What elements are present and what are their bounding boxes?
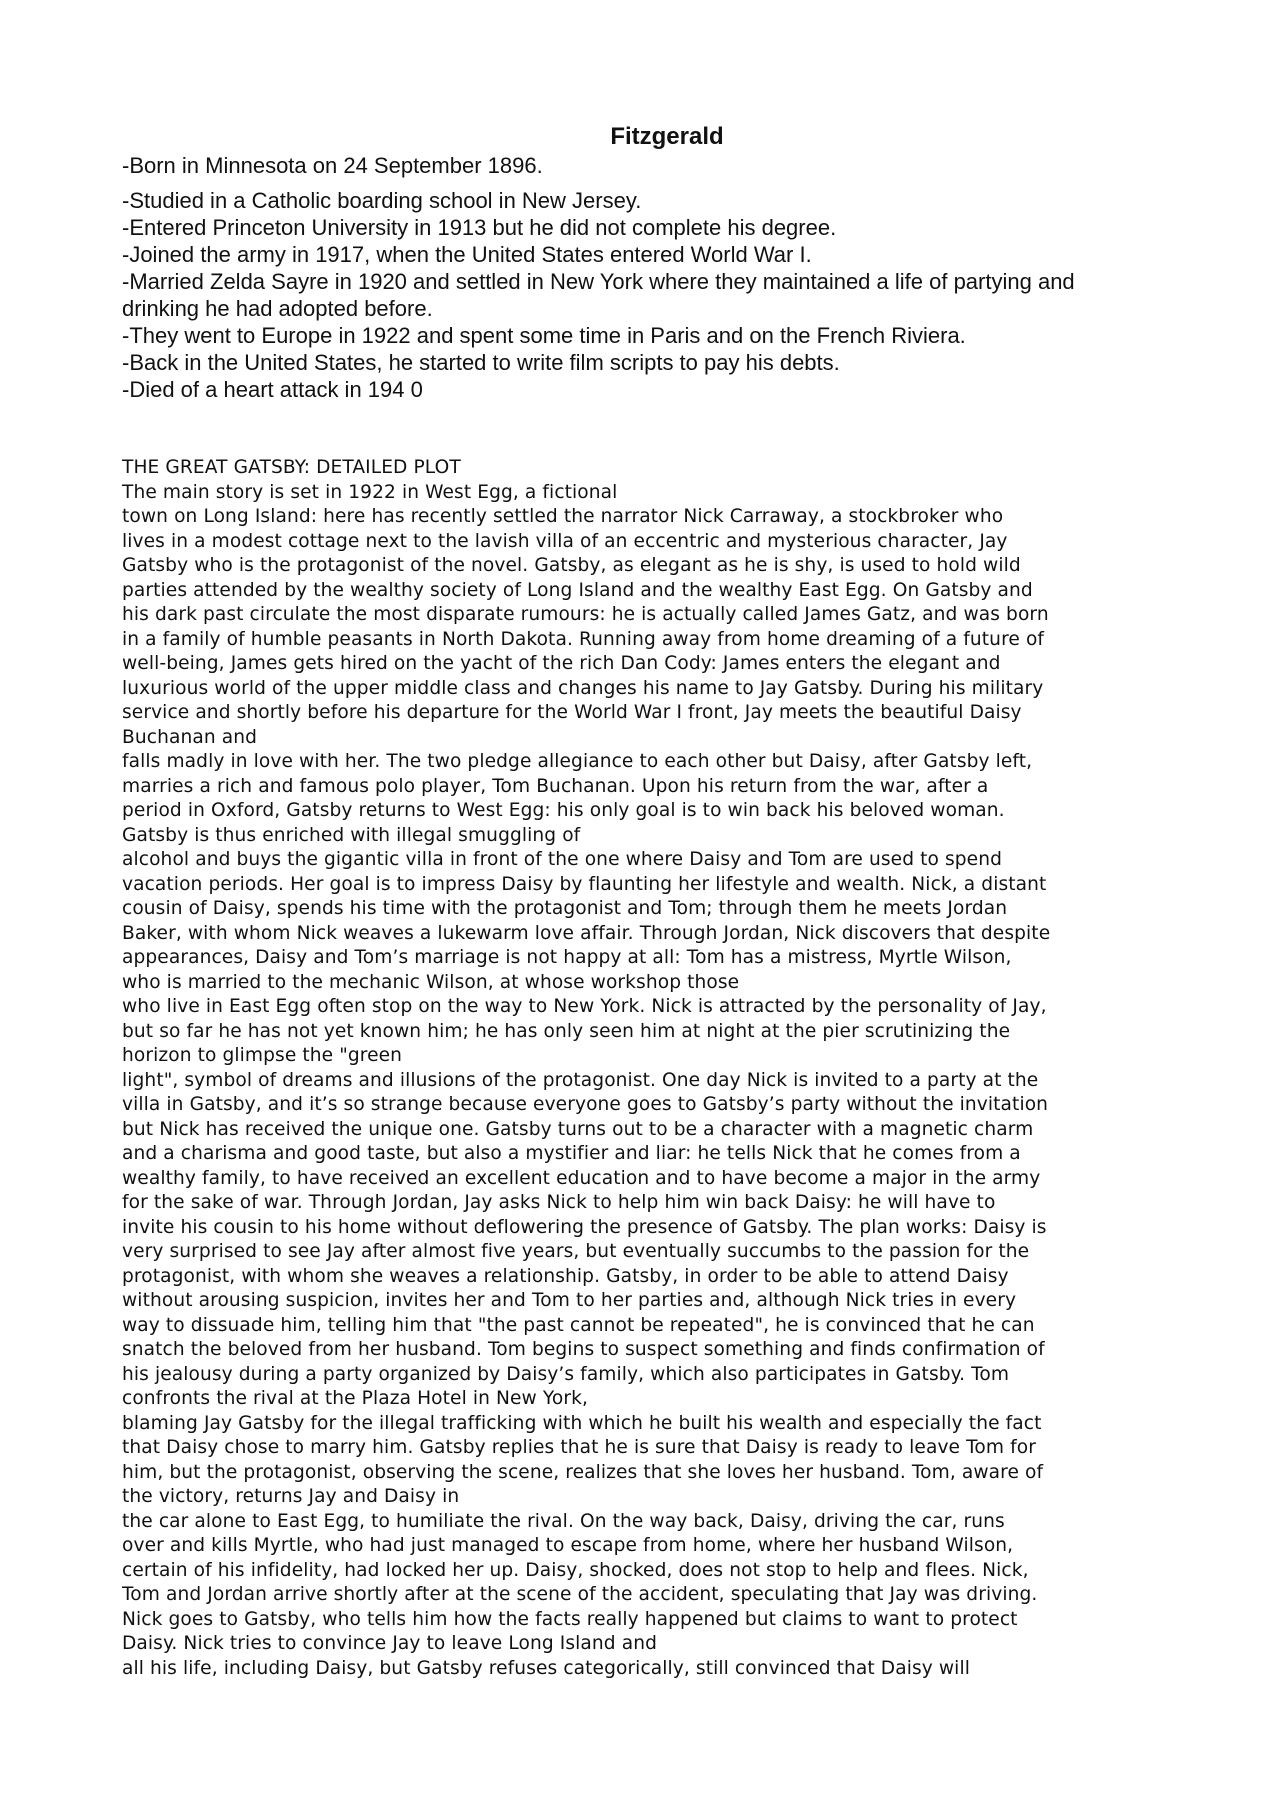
plot-line: parties attended by the wealthy society of Long Island and the wealthy East Egg. On Gatsby and	[122, 579, 1033, 601]
plot-line: but Nick has received the unique one. Gatsby turns out to be a character with a magnetic charm	[122, 1118, 1034, 1140]
plot-line: in a family of humble peasants in North Dakota. Running away from home dreaming of a future of	[122, 628, 1045, 650]
plot-line: light", symbol of dreams and illusions of the protagonist. One day Nick is invited to a party at the	[122, 1069, 1039, 1091]
plot-line: The main story is set in 1922 in West Egg, a fictional	[122, 481, 618, 503]
plot-line: without arousing suspicion, invites her and Tom to her parties and, although Nick tries in every	[122, 1290, 1017, 1311]
plot-line: very surprised to see Jay after almost five years, but eventually succumbs to the passion for the	[122, 1241, 1030, 1262]
plot-line: Buchanan and	[122, 726, 257, 748]
plot-line: horizon to glimpse the "green	[122, 1045, 403, 1066]
plot-line: lives in a modest cottage next to the lavish villa of an eccentric and mysterious character, Jay	[122, 530, 1008, 552]
plot-line: alcohol and buys the gigantic villa in front of the one where Daisy and Tom are used to spend	[122, 849, 1002, 870]
plot-line: Baker, with whom Nick weaves a lukewarm love affair. Through Jordan, Nick discovers that despite	[122, 922, 1051, 944]
plot-line: way to dissuade him, telling him that "the past cannot be repeated", he is convinced that he can	[122, 1314, 1035, 1336]
plot-section	[122, 456, 1172, 1681]
plot-line: and a charisma and good taste, but also a mystifier and liar: he tells Nick that he comes from a	[122, 1143, 1021, 1164]
plot-line: Gatsby is thus enriched with illegal smuggling of	[122, 824, 581, 846]
plot-line: protagonist, with whom she weaves a relationship. Gatsby, in order to be able to attend Daisy	[122, 1265, 1009, 1287]
bio-line: -Back in the United States, he started to write film scripts to pay his debts.	[122, 350, 840, 375]
plot-line: his jealousy during a party organized by Daisy’s family, which also participates in Gatsby. Tom	[122, 1363, 1010, 1385]
plot-line: Nick goes to Gatsby, who tells him how the facts really happened but claims to want to protect	[122, 1608, 1018, 1630]
biography-section	[122, 122, 1172, 403]
bio-line: -Joined the army in 1917, when the United States entered World War I.	[122, 242, 812, 267]
plot-line: falls madly in love with her. The two pledge allegiance to each other but Daisy, after Gatsby left,	[122, 751, 1033, 772]
bio-line: -Died of a heart attack in 194 0	[122, 377, 423, 402]
plot-line: but so far he has not yet known him; he has only seen him at night at the pier scrutinizing the	[122, 1020, 1011, 1042]
plot-line: vacation periods. Her goal is to impress Daisy by flaunting her lifestyle and wealth. Nick, a distant	[122, 873, 1047, 895]
bio-line: -Married Zelda Sayre in 1920 and settled in New York where they maintained a life of partying and	[122, 269, 1075, 294]
plot-line: blaming Jay Gatsby for the illegal trafficking with which he built his wealth and especially the fact	[122, 1412, 1042, 1434]
plot-line: who is married to the mechanic Wilson, at whose workshop those	[122, 971, 740, 993]
plot-line: invite his cousin to his home without deflowering the presence of Gatsby. The plan works: Daisy is	[122, 1216, 1047, 1238]
plot-line: appearances, Daisy and Tom’s marriage is not happy at all: Tom has a mistress, Myrtle Wilson,	[122, 947, 1012, 968]
plot-line: over and kills Myrtle, who had just managed to escape from home, where her husband Wilson,	[122, 1535, 1014, 1556]
plot-line: snatch the beloved from her husband. Tom begins to suspect something and finds confirmation of	[122, 1339, 1045, 1360]
bio-line: -Studied in a Catholic boarding school in New Jersey.	[122, 188, 642, 213]
plot-line: marries a rich and famous polo player, Tom Buchanan. Upon his return from the war, after a	[122, 775, 989, 797]
document-title: Fitzgerald	[610, 123, 724, 150]
plot-line: service and shortly before his departure for the World War I front, Jay meets the beautiful Daisy	[122, 702, 1022, 723]
plot-line: villa in Gatsby, and it’s so strange because everyone goes to Gatsby’s party without the invitation	[122, 1094, 1049, 1115]
plot-line: all his life, including Daisy, but Gatsby refuses categorically, still convinced that Daisy will	[122, 1657, 970, 1679]
bio-line: -They went to Europe in 1922 and spent some time in Paris and on the French Riviera.	[122, 323, 966, 348]
plot-line: who live in East Egg often stop on the way to New York. Nick is attracted by the personality of Jay,	[122, 996, 1047, 1017]
bio-line: -Born in Minnesota on 24 September 1896.	[122, 153, 543, 178]
plot-line: the victory, returns Jay and Daisy in	[122, 1486, 460, 1507]
plot-line: town on Long Island: here has recently settled the narrator Nick Carraway, a stockbroker who	[122, 506, 1004, 527]
plot-line: for the sake of war. Through Jordan, Jay asks Nick to help him win back Daisy: he will have to	[122, 1192, 996, 1213]
bio-line: -Entered Princeton University in 1913 but he did not complete his degree.	[122, 215, 837, 240]
plot-line: wealthy family, to have received an excellent education and to have become a major in the army	[122, 1167, 1041, 1189]
bio-line: drinking he had adopted before.	[122, 296, 433, 321]
plot-line: Daisy. Nick tries to convince Jay to leave Long Island and	[122, 1633, 657, 1654]
plot-line: Gatsby who is the protagonist of the novel. Gatsby, as elegant as he is shy, is used to hold wild	[122, 555, 1021, 576]
plot-line: cousin of Daisy, spends his time with the protagonist and Tom; through them he meets Jordan	[122, 898, 1008, 919]
plot-line: him, but the protagonist, observing the scene, realizes that she loves her husband. Tom, aware of	[122, 1461, 1044, 1483]
plot-line: well-being, James gets hired on the yacht of the rich Dan Cody: James enters the elegant and	[122, 653, 1001, 674]
plot-line: that Daisy chose to marry him. Gatsby replies that he is sure that Daisy is ready to leave Tom for	[122, 1437, 1036, 1458]
plot-line: period in Oxford, Gatsby returns to West Egg: his only goal is to win back his beloved woman.	[122, 800, 1005, 821]
plot-line: certain of his infidelity, had locked her up. Daisy, shocked, does not stop to help and flees. Nick,	[122, 1559, 1029, 1581]
plot-line: luxurious world of the upper middle class and changes his name to Jay Gatsby. During his military	[122, 677, 1044, 699]
plot-line: the car alone to East Egg, to humiliate the rival. On the way back, Daisy, driving the car, runs	[122, 1510, 1005, 1532]
plot-line: Tom and Jordan arrive shortly after at the scene of the accident, speculating that Jay was driving.	[122, 1584, 1038, 1605]
plot-heading: THE GREAT GATSBY: DETAILED PLOT	[122, 457, 461, 478]
plot-line: confronts the rival at the Plaza Hotel in New York,	[122, 1388, 588, 1409]
plot-line: his dark past circulate the most disparate rumours: he is actually called James Gatz, and was born	[122, 604, 1049, 625]
